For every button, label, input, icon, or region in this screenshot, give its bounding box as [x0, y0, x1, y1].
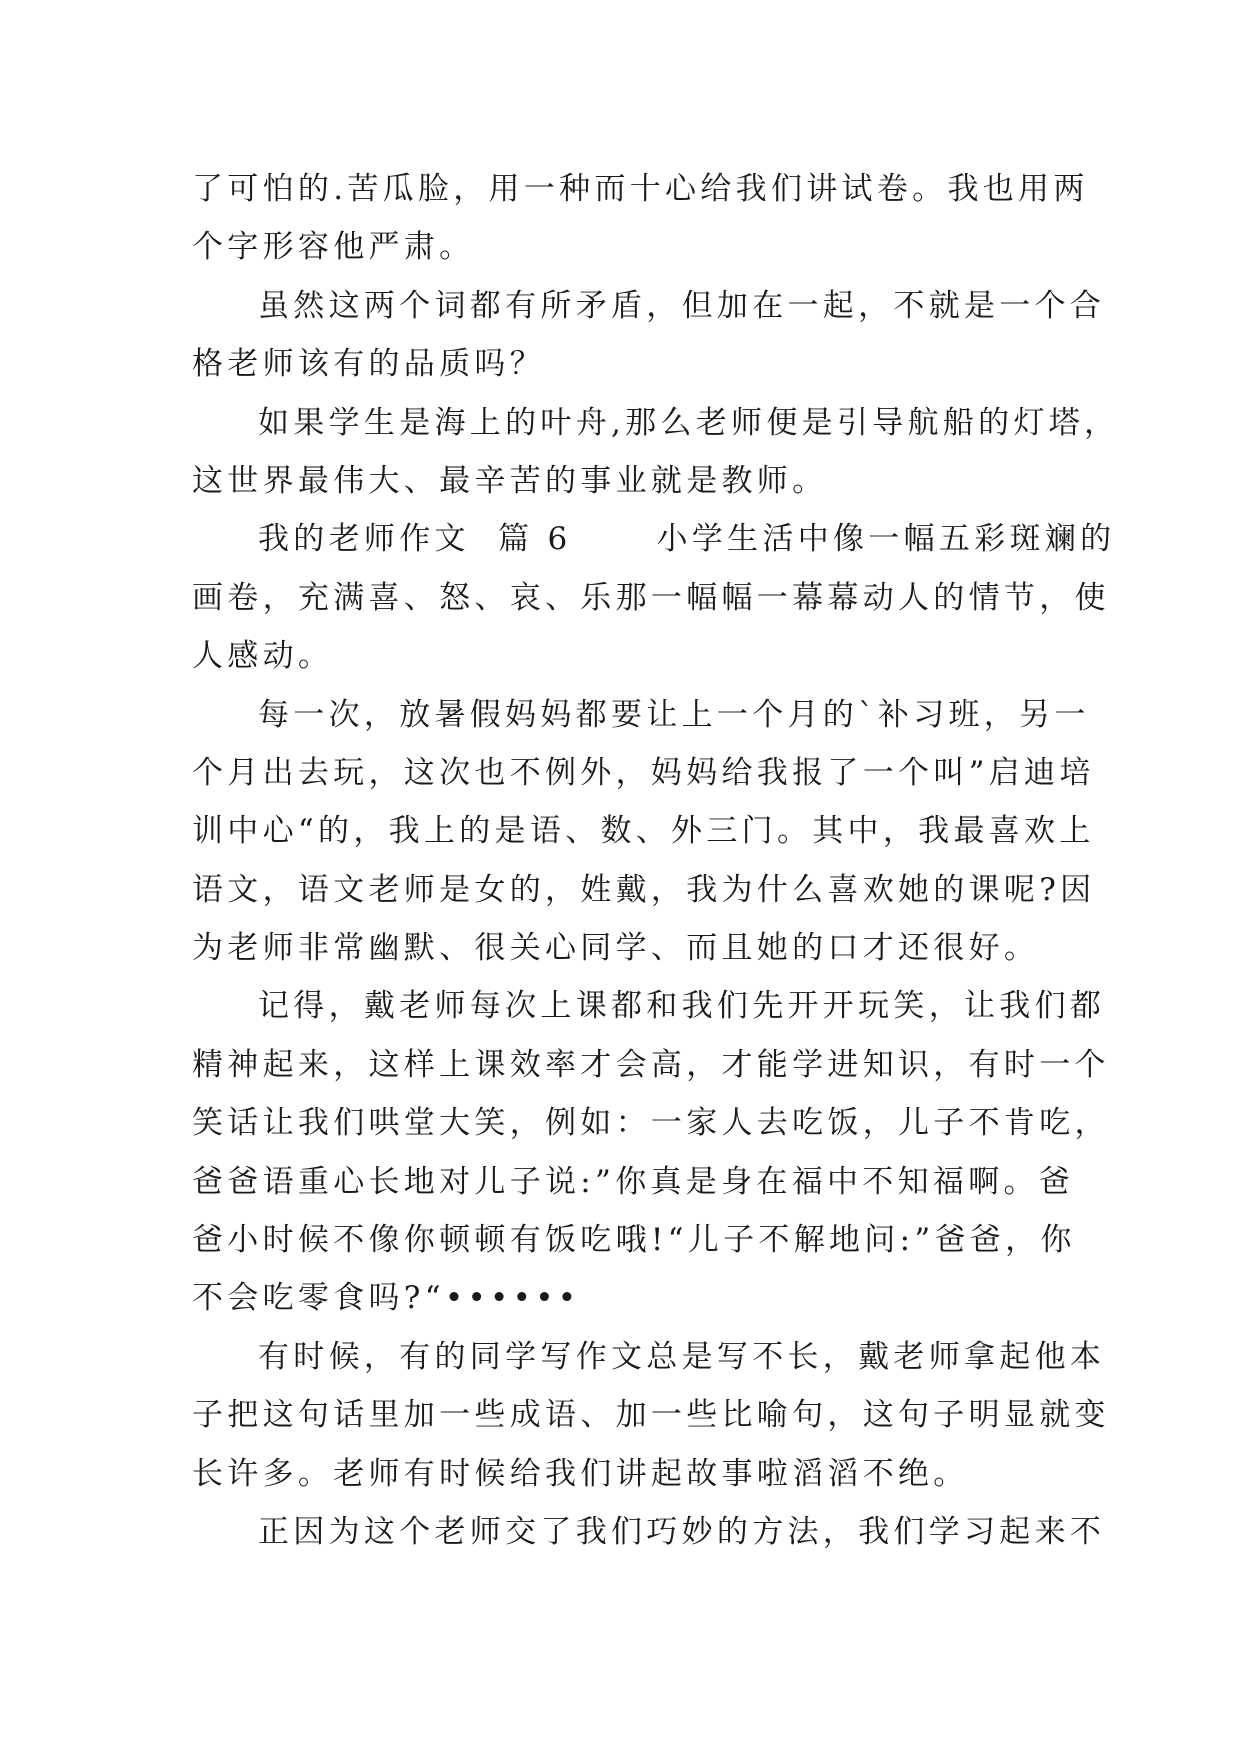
text-line: 虽然这两个词都有所矛盾，但加在一起，不就是一个合 — [258, 287, 1106, 324]
text-line: 了可怕的.苦瓜脸，用一种而十心给我们讲试卷。我也用两 — [192, 171, 1089, 207]
text-line: 正因为这个老师交了我们巧妙的方法，我们学习起来不 — [258, 1513, 1106, 1550]
text-line: 如果学生是海上的叶舟,那么老师便是引导航船的灯塔， — [258, 404, 1120, 441]
text-line: 我的老师作文 篇 6 小学生活中像一幅五彩斑斓的 — [258, 521, 1116, 558]
text-line: 爸爸语重心长地对儿子说:”你真是身在福中不知福啊。爸 — [192, 1163, 1075, 1200]
text-line: 这世界最伟大、最辛苦的事业就是教师。 — [192, 462, 828, 499]
text-line: 个月出去玩，这次也不例外，妈妈给我报了一个叫”启迪培 — [192, 754, 1095, 791]
text-line: 画卷，充满喜、怒、哀、乐那一幅幅一幕幕动人的情节，使 — [192, 579, 1110, 616]
text-line: 有时候，有的同学写作文总是写不长，戴老师拿起他本 — [258, 1338, 1106, 1375]
body-text — [192, 160, 1120, 1561]
text-line: 不会吃零食吗?“•••••• — [192, 1280, 581, 1317]
text-line: 记得，戴老师每次上课都和我们先开开玩笑，让我们都 — [258, 988, 1106, 1025]
text-line: 人感动。 — [192, 638, 334, 675]
text-line: 子把这句话里加一些成语、加一些比喻句，这句子明显就变 — [192, 1397, 1110, 1434]
text-line: 个字形容他严肃。 — [192, 229, 475, 266]
text-line: 爸小时候不像你顿顿有饭吃哦!“儿子不解地问:”爸爸，你 — [192, 1222, 1076, 1259]
text-line: 每一次，放暑假妈妈都要让上一个月的`补习班，另一 — [258, 696, 1090, 733]
text-line: 格老师该有的品质吗？ — [192, 346, 545, 383]
text-line: 笑话让我们哄堂大笑，例如：一家人去吃饭，儿子不肯吃， — [192, 1105, 1110, 1142]
text-line: 语文，语文老师是女的，姓戴，我为什么喜欢她的课呢?因 — [192, 871, 1096, 908]
text-line: 长许多。老师有时候给我们讲起故事啦滔滔不绝。 — [192, 1455, 969, 1492]
text-line: 精神起来，这样上课效率才会高，才能学进知识，有时一个 — [192, 1046, 1110, 1083]
text-line: 训中心“的，我上的是语、数、外三门。其中，我最喜欢上 — [192, 813, 1095, 850]
text-line: 为老师非常幽默、很关心同学、而且她的口才还很好。 — [192, 930, 1040, 967]
